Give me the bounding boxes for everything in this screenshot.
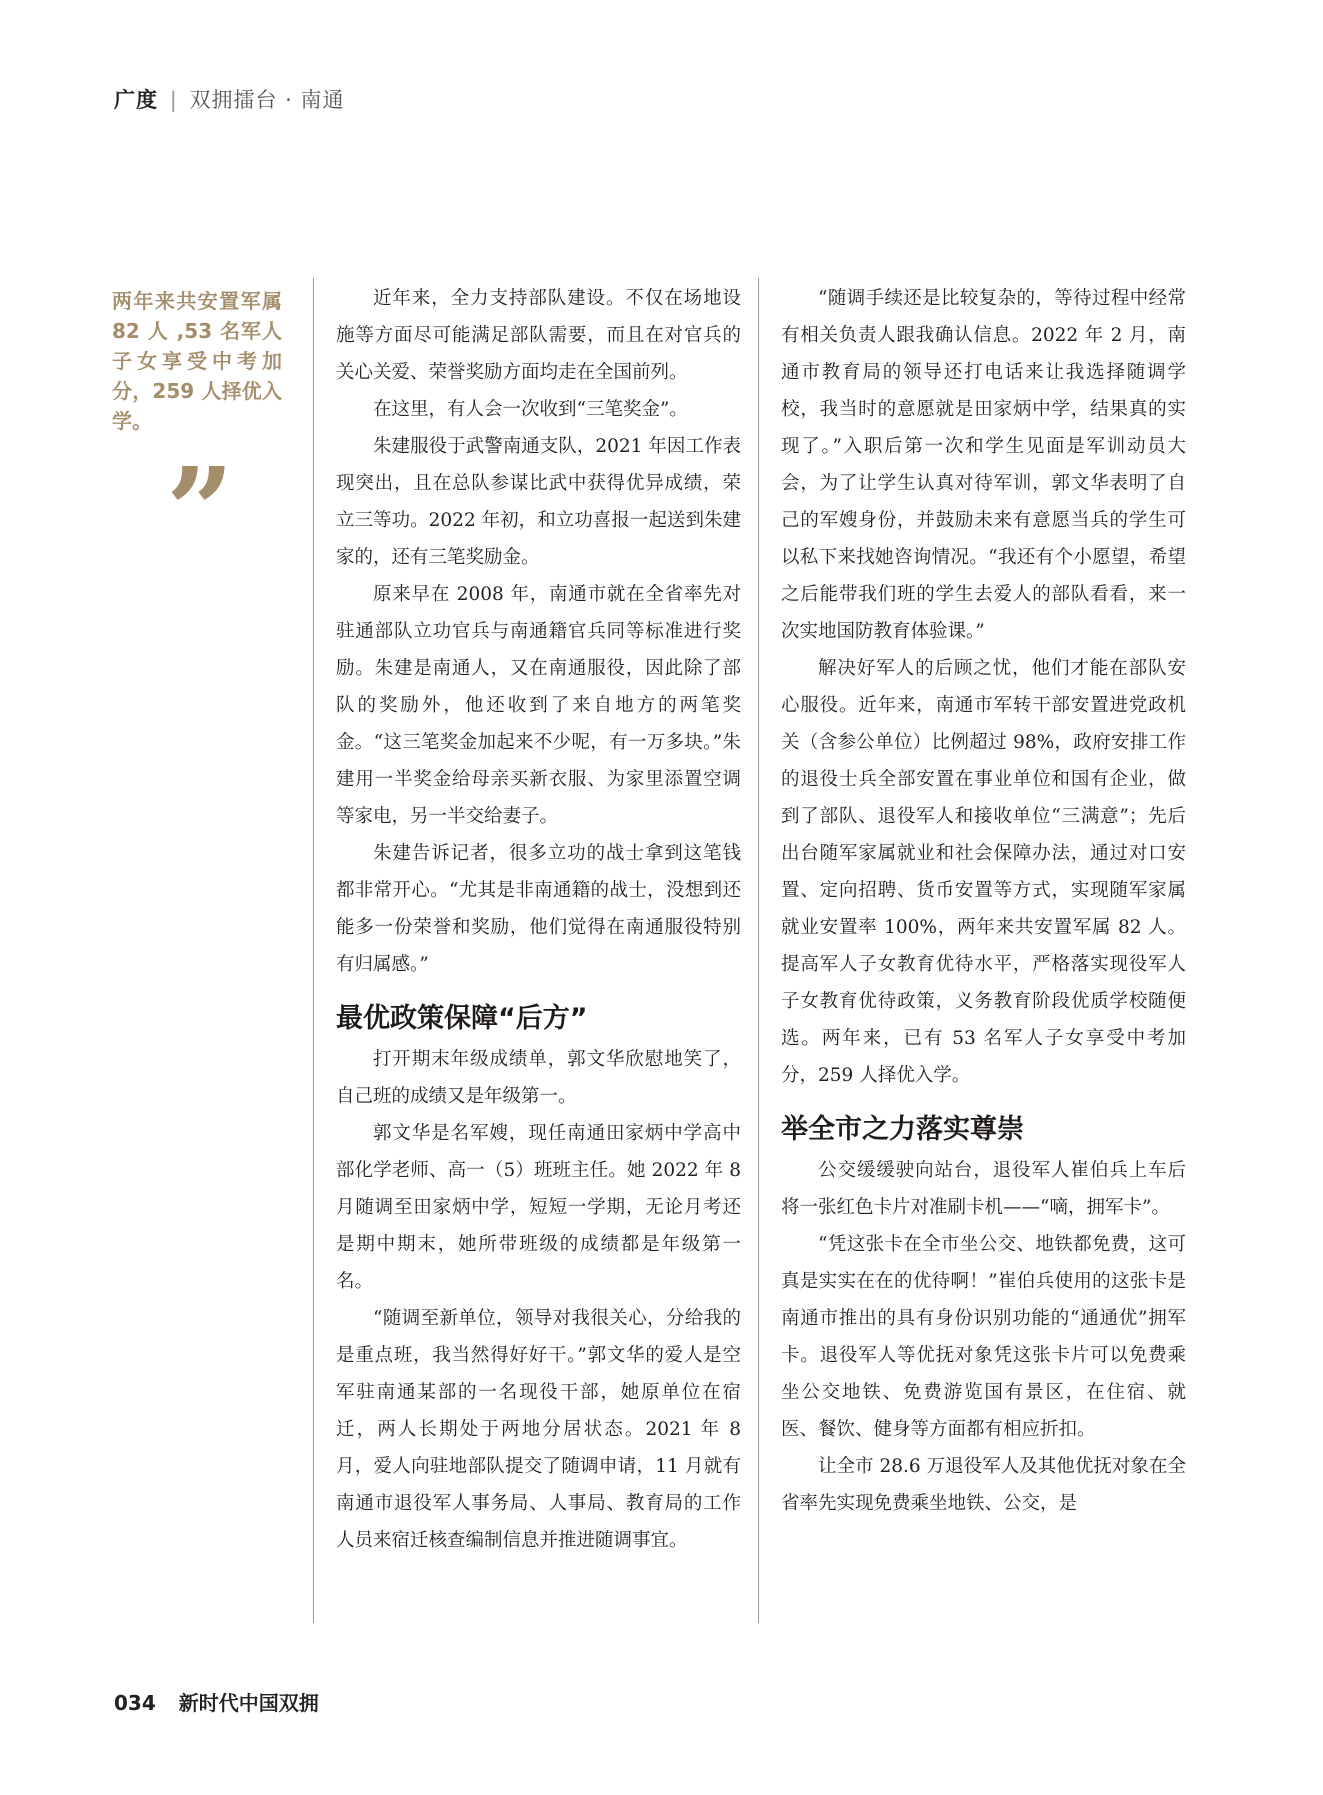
paragraph: “随调至新单位，领导对我很关心，分给我的是重点班，我当然得好好干。”郭文华的爱人是空军驻南通某部的一名现役干部，她原单位在宿迁，两人长期处于两地分居状态。2021 年 8 月，爱人向驻地部队提交了随调申请，11 月就有南通市退役军人事务局、人事局、教育局的工作人员来宿迁核查编制信息并推进随调事宜。 [336, 1308, 741, 1551]
pull-quote: 两年来共安置军属 82 人 ,53 名军人子女享受中考加分，259 人择优入学。 [112, 289, 282, 433]
paragraph: 原来早在 2008 年，南通市就在全省率先对驻通部队立功官兵与南通籍官兵同等标准进行奖励。朱建是南通人，又在南通服役，因此除了部队的奖励外，他还收到了来自地方的两笔奖金。“这三笔奖金加起来不少呢，有一万多块。”朱建用一半奖金给母亲买新衣服、为家里添置空调等家电，另一半交给妻子。 [336, 584, 741, 827]
text-column-1 [336, 280, 741, 1559]
paragraph: “随调手续还是比较复杂的，等待过程中经常有相关负责人跟我确认信息。2022 年 2 月，南通市教育局的领导还打电话来让我选择随调学校，我当时的意愿就是田家炳中学，结果真的实现了。”入职后第一次和学生见面是军训动员大会，为了让学生认真对待军训，郭文华表明了自己的军嫂身份，并鼓励未来有意愿当兵的学生可以私下来找她咨询情况。“我还有个小愿望，希望之后能带我们班的学生去爱人的部队看看，来一次实地国防教育体验课。” [781, 288, 1186, 642]
column-divider-right [758, 278, 759, 1623]
paragraph: 公交缓缓驶向站台，退役军人崔伯兵上车后将一张红色卡片对准刷卡机——“嘀，拥军卡”。 [781, 1160, 1186, 1218]
running-header [114, 84, 344, 114]
quote-mark-icon: ” [166, 441, 234, 580]
paragraph: 近年来，全力支持部队建设。不仅在场地设施等方面尽可能满足部队需要，而且在对官兵的关心关爱、荣誉奖励方面均走在全国前列。 [336, 288, 741, 383]
page-footer [114, 1687, 319, 1716]
paragraph: “凭这张卡在全市坐公交、地铁都免费，这可真是实实在在的优待啊！”崔伯兵使用的这张卡是南通市推出的具有身份识别功能的“通通优”拥军卡。退役军人等优抚对象凭这张卡片可以免费乘坐公交地铁、免费游览国有景区，在住宿、就医、餐饮、健身等方面都有相应折扣。 [781, 1234, 1186, 1440]
paragraph: 朱建告诉记者，很多立功的战士拿到这笔钱都非常开心。“尤其是非南通籍的战士，没想到还能多一份荣誉和奖励，他们觉得在南通服役特别有归属感。” [336, 843, 741, 975]
section-heading: 举全市之力落实尊崇 [781, 1114, 1024, 1145]
text-column-2 [781, 280, 1186, 1522]
paragraph: 解决好军人的后顾之忧，他们才能在部队安心服役。近年来，南通市军转干部安置进党政机关（含参公单位）比例超过 98%，政府安排工作的退役士兵全部安置在事业单位和国有企业，做到了部队、退役军人和接收单位“三满意”；先后出台随军家属就业和社会保障办法，通过对口安置、定向招聘、货币安置等方式，实现随军家属就业安置率 100%，两年来共安置军属 82 人。提高军人子女教育优待水平，严格落实现役军人子女教育优待政策，义务教育阶段优质学校随便选。两年来，已有 53 名军人子女享受中考加分，259 人择优入学。 [781, 658, 1186, 1086]
paragraph: 朱建服役于武警南通支队，2021 年因工作表现突出，且在总队参谋比武中获得优异成绩，荣立三等功。2022 年初，和立功喜报一起送到朱建家的，还有三笔奖励金。 [336, 436, 741, 568]
paragraph: 郭文华是名军嫂，现任南通田家炳中学高中部化学老师、高一（5）班班主任。她 2022 年 8 月随调至田家炳中学，短短一学期，无论月考还是期中期末，她所带班级的成绩都是年级第一名。 [336, 1123, 741, 1292]
page-number: 034 [114, 1691, 156, 1715]
column-divider-left [313, 278, 314, 1623]
section-heading: 最优政策保障“后方” [336, 1003, 588, 1034]
section-label: 广度 [114, 88, 158, 112]
paragraph: 让全市 28.6 万退役军人及其他优抚对象在全省率先实现免费乘坐地铁、公交，是 [781, 1456, 1186, 1514]
paragraph: 打开期末年级成绩单，郭文华欣慰地笑了，自己班的成绩又是年级第一。 [336, 1049, 741, 1107]
header-separator: | [169, 88, 178, 112]
topic-label: 双拥擂台 · 南通 [189, 88, 345, 112]
paragraph: 在这里，有人会一次收到“三笔奖金”。 [373, 399, 688, 420]
magazine-title: 新时代中国双拥 [178, 1691, 319, 1715]
